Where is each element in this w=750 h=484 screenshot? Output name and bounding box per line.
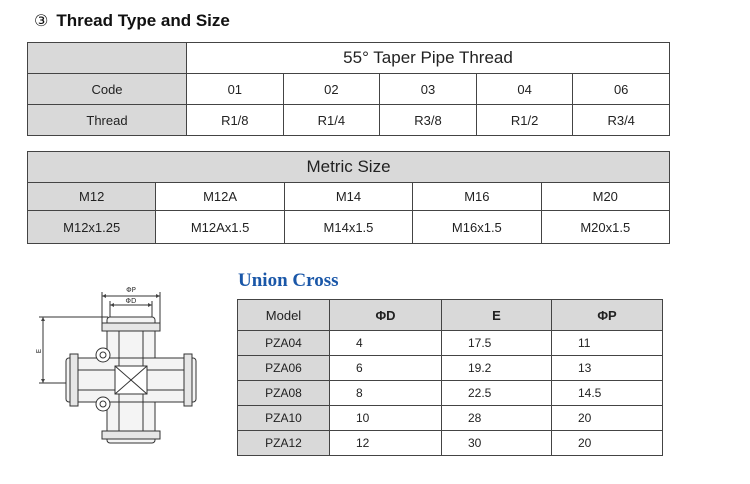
thread-table	[27, 42, 670, 136]
thread-cell: R3/8	[380, 105, 477, 136]
model-cell: PZA10	[238, 406, 330, 431]
metric-size-cell: M12	[28, 183, 156, 211]
thread-cell: R1/2	[476, 105, 573, 136]
model-cell: PZA04	[238, 331, 330, 356]
metric-table-title: Metric Size	[28, 152, 670, 183]
code-cell: 06	[573, 74, 670, 105]
d-cell: 10	[330, 406, 442, 431]
model-cell: PZA12	[238, 431, 330, 456]
col-header-model: Model	[238, 300, 330, 331]
thread-cell: R3/4	[573, 105, 670, 136]
table-row	[238, 381, 663, 406]
metric-thread-cell: M14x1.5	[284, 211, 412, 244]
metric-table	[27, 151, 670, 244]
e-cell: 17.5	[442, 331, 552, 356]
e-cell: 28	[442, 406, 552, 431]
thread-label: Thread	[28, 105, 187, 136]
metric-thread-cell: M20x1.5	[541, 211, 669, 244]
col-header-e: E	[442, 300, 552, 331]
thread-cell: R1/8	[187, 105, 284, 136]
d-cell: 12	[330, 431, 442, 456]
model-cell: PZA08	[238, 381, 330, 406]
d-cell: 4	[330, 331, 442, 356]
dim-label-e: E	[35, 348, 43, 354]
metric-thread-cell: M12x1.25	[28, 211, 156, 244]
table-row	[238, 331, 663, 356]
d-cell: 8	[330, 381, 442, 406]
col-header-p: ΦP	[552, 300, 663, 331]
code-label: Code	[28, 74, 187, 105]
p-cell: 14.5	[552, 381, 663, 406]
p-cell: 13	[552, 356, 663, 381]
d-cell: 6	[330, 356, 442, 381]
dim-label-d: ΦD	[125, 297, 137, 305]
p-cell: 20	[552, 431, 663, 456]
thread-table-corner	[28, 43, 187, 74]
table-row	[238, 431, 663, 456]
section-title-text: Thread Type and Size	[56, 11, 230, 30]
table-row	[238, 406, 663, 431]
union-cross-table	[237, 299, 663, 456]
e-cell: 19.2	[442, 356, 552, 381]
union-cross-title: Union Cross	[238, 270, 339, 291]
model-cell: PZA06	[238, 356, 330, 381]
p-cell: 11	[552, 331, 663, 356]
union-cross-drawing	[30, 283, 198, 453]
metric-size-cell: M20	[541, 183, 669, 211]
code-cell: 02	[283, 74, 380, 105]
metric-thread-cell: M16x1.5	[413, 211, 541, 244]
thread-cell: R1/4	[283, 105, 380, 136]
col-header-d: ΦD	[330, 300, 442, 331]
code-cell: 01	[187, 74, 284, 105]
code-cell: 04	[476, 74, 573, 105]
dim-label-p: ΦP	[126, 286, 136, 294]
e-cell: 22.5	[442, 381, 552, 406]
code-cell: 03	[380, 74, 477, 105]
table-row	[238, 356, 663, 381]
section-title	[34, 11, 230, 31]
metric-size-cell: M12A	[156, 183, 284, 211]
metric-size-cell: M16	[413, 183, 541, 211]
thread-table-title: 55° Taper Pipe Thread	[187, 43, 670, 74]
section-number: ③	[34, 11, 49, 30]
metric-thread-cell: M12Ax1.5	[156, 211, 284, 244]
e-cell: 30	[442, 431, 552, 456]
metric-size-cell: M14	[284, 183, 412, 211]
p-cell: 20	[552, 406, 663, 431]
